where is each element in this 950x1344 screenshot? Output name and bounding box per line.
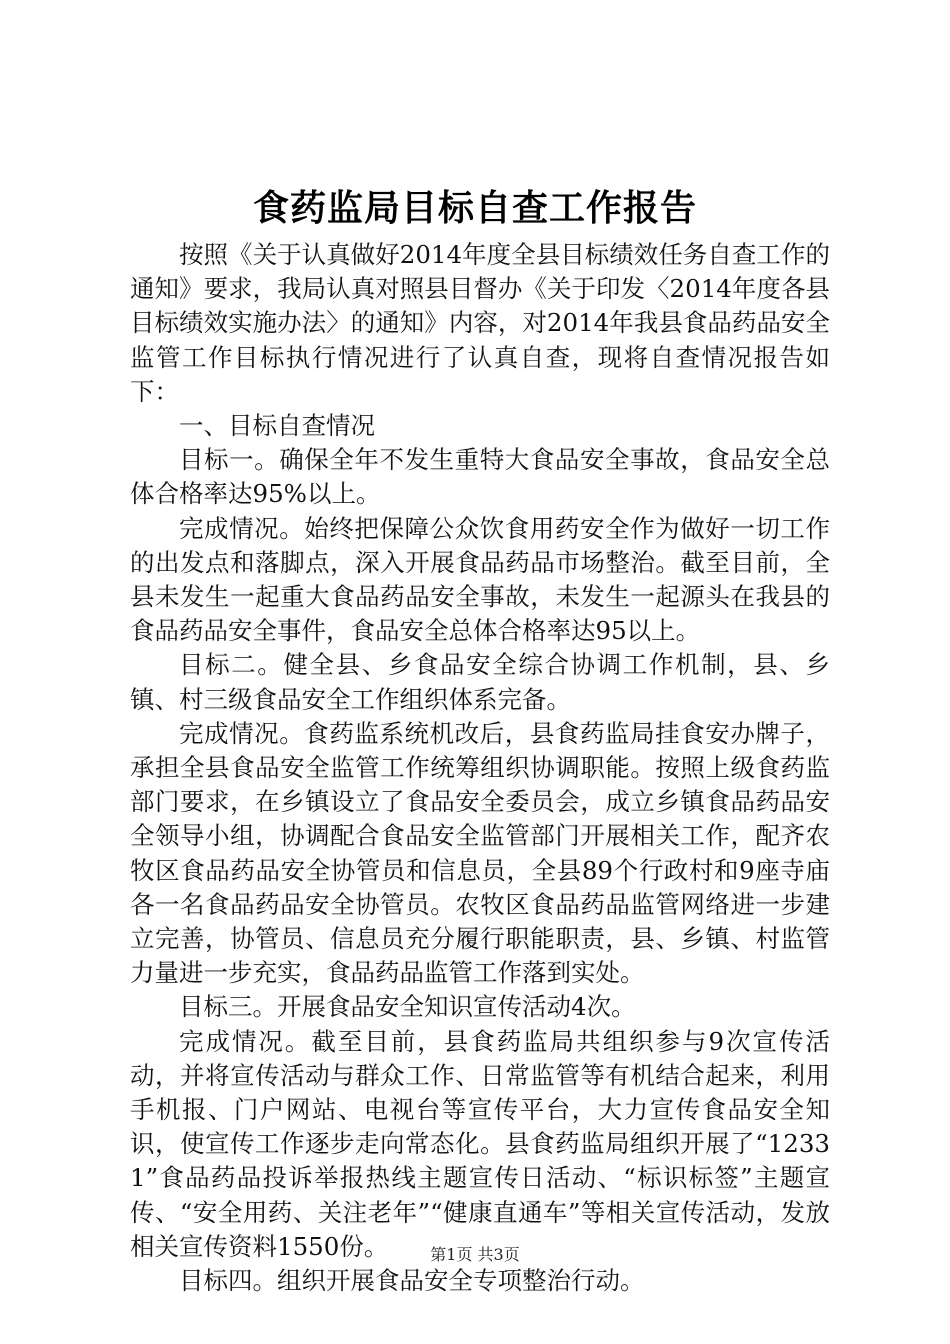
section-heading: 一、目标自查情况 [179, 411, 375, 441]
goal-three-status-paragraph: 完成情况。截至目前，县食药监局共组织参与9次宣传活动，并将宣传活动与群众工作、日常监管等有机结合起来，利用手机报、门户网站、电视台等宣传平台，大力宣传食品安全知识，使宣传工作逐步走向常态化。县食药监局组织开展了“12331”食品药品投诉举报热线主题宣传日活动、“标识标签”主题宣传、“安全用药、关注老年”“健康直通车”等相关宣传活动，发放相关宣传资料1550份。 [130, 1026, 830, 1261]
page-footer: 第1页 共3页 [430, 1245, 520, 1264]
goal-one-status-paragraph: 完成情况。始终把保障公众饮食用药安全作为做好一切工作的出发点和落脚点，深入开展食品药品市场整治。截至目前，全县未发生一起重大食品药品安全事故，未发生一起源头在我县的食品药品安全事件，食品安全总体合格率达95以上。 [130, 513, 830, 646]
goal-one-paragraph: 目标一。确保全年不发生重特大食品安全事故，食品安全总体合格率达95%以上。 [130, 445, 830, 509]
goal-two-status-paragraph: 完成情况。食药监系统机改后，县食药监局挂食安办牌子，承担全县食品安全监管工作统筹组织协调职能。按照上级食药监部门要求，在乡镇设立了食品安全委员会，成立乡镇食品药品安全领导小组，协调配合食品安全监管部门开展相关工作，配齐农牧区食品药品安全协管员和信息员，全县89个行政村和9座寺庙各一名食品药品安全协管员。农牧区食品药品监管网络进一步建立完善，协管员、信息员充分履行职能职责，县、乡镇、村监管力量进一步充实，食品药品监管工作落到实处。 [130, 718, 830, 988]
goal-four-paragraph: 目标四。组织开展食品安全专项整治行动。 [179, 1266, 645, 1296]
document-title: 食药监局目标自查工作报告 [252, 187, 697, 229]
intro-paragraph: 按照《关于认真做好2014年度全县目标绩效任务自查工作的通知》要求，我局认真对照县目督办《关于印发〈2014年度各县目标绩效实施办法〉的通知》内容，对2014年我县食品药品安全监管工作目标执行情况进行了认真自查，现将自查情况报告如下： [130, 240, 830, 406]
document-body [130, 238, 830, 1298]
goal-three-paragraph: 目标三。开展食品安全知识宣传活动4次。 [179, 992, 636, 1022]
goal-two-paragraph: 目标二。健全县、乡食品安全综合协调工作机制，县、乡镇、村三级食品安全工作组织体系完备。 [130, 650, 830, 714]
